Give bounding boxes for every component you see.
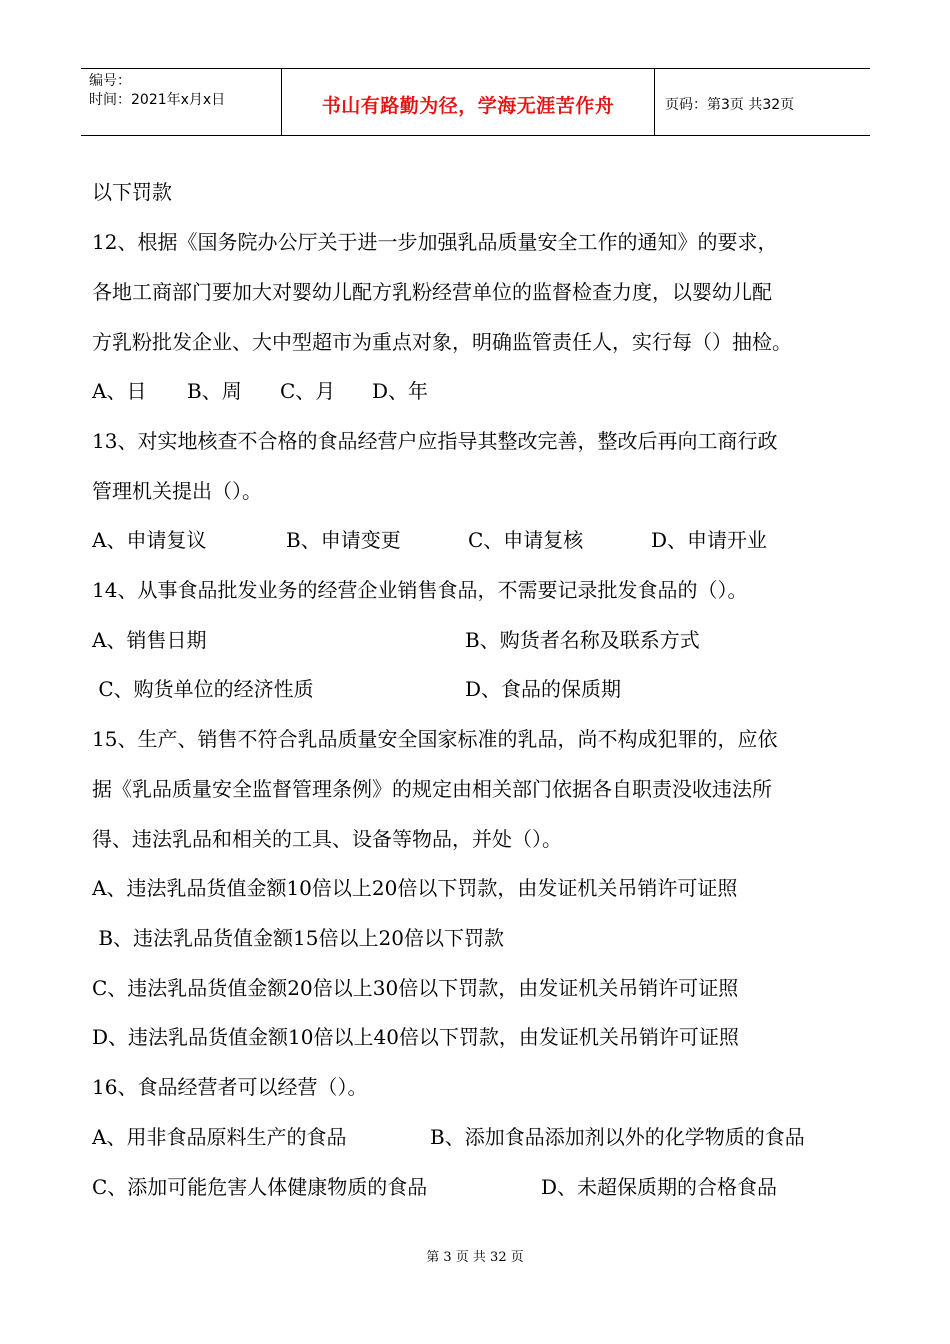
question-14-option-d: D、食品的保质期 xyxy=(465,677,622,701)
question-15-line: 得、违法乳品和相关的工具、设备等物品，并处（）。 xyxy=(92,827,562,851)
header-page-cell xyxy=(655,69,870,135)
header-meta-cell xyxy=(81,69,282,135)
question-15-option-b: B、违法乳品货值金额15倍以上20倍以下罚款 xyxy=(92,926,504,950)
question-13-option-a: A、申请复议 xyxy=(92,528,207,552)
question-14-option-a: A、销售日期 xyxy=(92,628,207,652)
question-13-option-c: C、申请复核 xyxy=(468,528,584,552)
page-footer: 第 3 页 共 32 页 xyxy=(426,1250,524,1265)
question-13-option-b: B、申请变更 xyxy=(286,528,401,552)
question-16-option-c: C、添加可能危害人体健康物质的食品 xyxy=(92,1175,428,1199)
document-time-label: 时间：2021年x月x日 xyxy=(89,92,226,108)
question-16-option-b: B、添加食品添加剂以外的化学物质的食品 xyxy=(430,1125,805,1149)
question-16-line: 16、食品经营者可以经营（）。 xyxy=(92,1075,368,1099)
question-12-line: 方乳粉批发企业、大中型超市为重点对象，明确监管责任人，实行每（）抽检。 xyxy=(92,330,792,354)
paragraph-line: 以下罚款 xyxy=(92,180,172,204)
question-12-option-a: A、日 xyxy=(92,379,147,403)
header-page-info: 页码：第3页 共32页 xyxy=(665,97,795,113)
question-16-option-d: D、未超保质期的合格食品 xyxy=(541,1175,778,1199)
question-14-option-c: C、购货单位的经济性质 xyxy=(92,677,314,701)
question-16-option-a: A、用非食品原料生产的食品 xyxy=(92,1125,347,1149)
question-15-option-c: C、违法乳品货值金额20倍以上30倍以下罚款，由发证机关吊销许可证照 xyxy=(92,976,739,1000)
question-14-option-b: B、购货者名称及联系方式 xyxy=(465,628,700,652)
question-13-option-d: D、申请开业 xyxy=(651,528,768,552)
header-motto-cell xyxy=(282,69,655,135)
question-14-line: 14、从事食品批发业务的经营企业销售食品，不需要记录批发食品的（）。 xyxy=(92,578,748,602)
question-15-option-d: D、违法乳品货值金额10倍以上40倍以下罚款，由发证机关吊销许可证照 xyxy=(92,1025,739,1049)
document-number-label: 编号： xyxy=(89,73,131,89)
question-12-option-c: C、月 xyxy=(280,379,336,403)
question-13-line: 13、对实地核查不合格的食品经营户应指导其整改完善，整改后再向工商行政 xyxy=(92,429,778,453)
question-13-line: 管理机关提出（）。 xyxy=(92,479,262,503)
question-12-line: 12、根据《国务院办公厅关于进一步加强乳品质量安全工作的通知》的要求， xyxy=(92,230,778,254)
question-15-line: 据《乳品质量安全监督管理条例》的规定由相关部门依据各自职责没收违法所 xyxy=(92,777,772,801)
page-header xyxy=(81,68,870,136)
question-15-line: 15、生产、销售不符合乳品质量安全国家标准的乳品，尚不构成犯罪的，应依 xyxy=(92,727,778,751)
question-15-option-a: A、违法乳品货值金额10倍以上20倍以下罚款，由发证机关吊销许可证照 xyxy=(92,876,738,900)
question-12-option-d: D、年 xyxy=(372,379,429,403)
question-12-option-b: B、周 xyxy=(187,379,242,403)
question-12-line: 各地工商部门要加大对婴幼儿配方乳粉经营单位的监督检查力度，以婴幼儿配 xyxy=(92,280,772,304)
header-motto: 书山有路勤为径，学海无涯苦作舟 xyxy=(321,94,615,117)
